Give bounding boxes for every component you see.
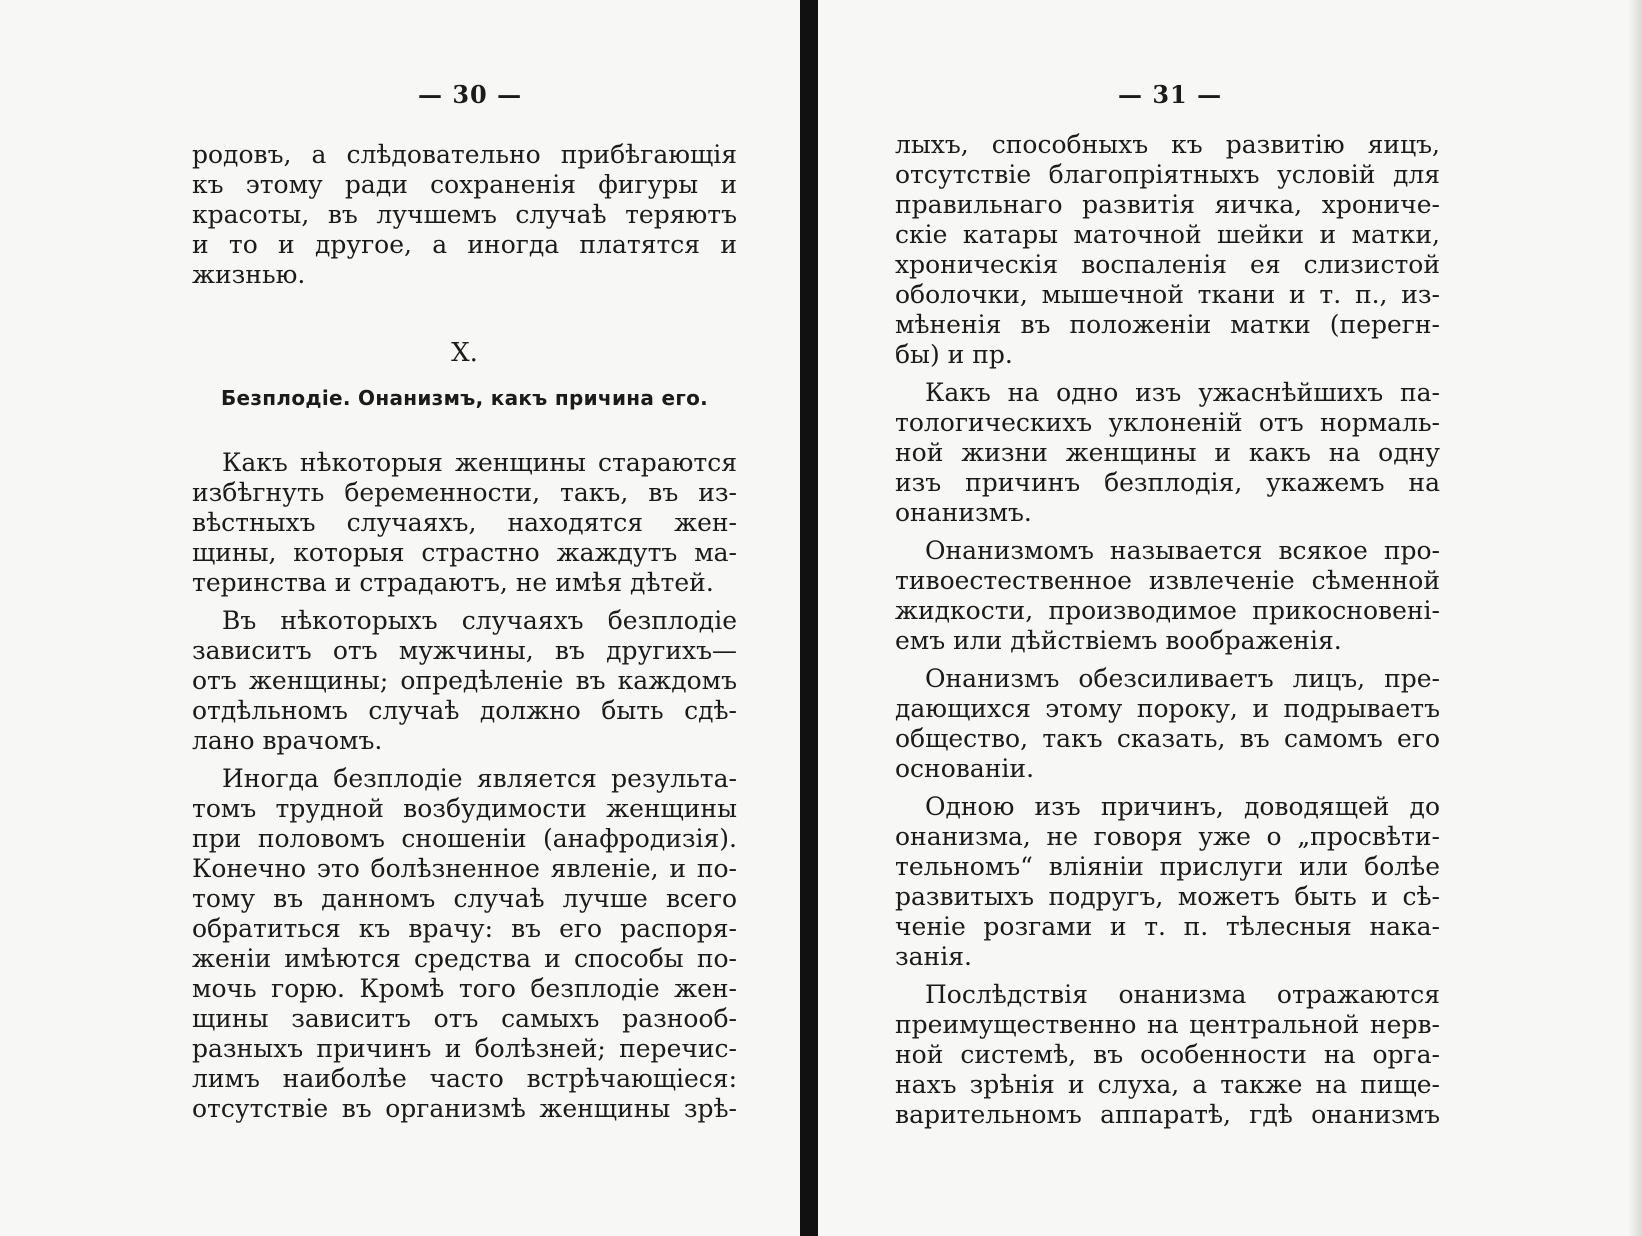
text-line: емъ или дѣйствіемъ воображенія. bbox=[895, 626, 1342, 655]
text-line: хроническія воспаленія ея слизистой bbox=[895, 250, 1440, 279]
paragraph bbox=[895, 792, 1440, 972]
text-line: вѣстныхъ случаяхъ, находятся жен- bbox=[192, 508, 737, 537]
text-line: и то и другое, а иногда платятся и bbox=[192, 230, 737, 259]
right-page-text bbox=[895, 130, 1440, 1138]
text-line: женіи имѣются средства и способы по- bbox=[192, 944, 737, 973]
text-line: основаніи. bbox=[895, 754, 1035, 783]
paragraph bbox=[895, 536, 1440, 656]
paragraph bbox=[192, 764, 737, 1124]
text-line: Какъ нѣкоторыя женщины стараются bbox=[222, 448, 737, 477]
section-number: X. bbox=[451, 338, 478, 368]
text-line: тологическихъ уклоненій отъ нормаль- bbox=[895, 408, 1440, 437]
page-number: — 31 — bbox=[1118, 80, 1223, 109]
text-line: общество, такъ сказать, въ самомъ его bbox=[895, 724, 1440, 753]
page-number: — 30 — bbox=[418, 80, 523, 109]
right-page bbox=[818, 0, 1642, 1236]
text-line: нахъ зрѣнія и слуха, а также на пище- bbox=[895, 1070, 1440, 1099]
text-line: избѣгнуть беременности, такъ, въ из- bbox=[192, 478, 737, 507]
paragraph bbox=[192, 448, 737, 598]
text-line: жизнью. bbox=[192, 260, 306, 289]
text-line: ченіе розгами и т. п. тѣлесныя нака- bbox=[895, 912, 1440, 941]
text-line: отсутствіе благопріятныхъ условій для bbox=[895, 160, 1440, 189]
text-line: ной системѣ, въ особенности на орга- bbox=[895, 1040, 1440, 1069]
text-line: зависитъ отъ мужчины, въ другихъ— bbox=[192, 636, 737, 665]
text-line: обратиться къ врачу: въ его распоря- bbox=[192, 914, 737, 943]
text-line: занія. bbox=[895, 942, 972, 971]
page-edge-shadow bbox=[1628, 0, 1642, 1236]
text-line: варительномъ аппаратѣ, гдѣ онанизмъ bbox=[895, 1100, 1440, 1129]
text-line: тельномъ“ вліяніи прислуги или болѣе bbox=[895, 852, 1440, 881]
text-line: лимъ наиболѣе часто встрѣчающіеся: bbox=[192, 1064, 737, 1093]
text-line: бы) и пр. bbox=[895, 340, 1013, 369]
text-line: онанизмъ. bbox=[895, 498, 1032, 527]
text-line: правильнаго развитія яичка, хрониче- bbox=[895, 190, 1440, 219]
book-gutter bbox=[800, 0, 818, 1236]
text-line: тивоестественное извлеченіе сѣменной bbox=[895, 566, 1440, 595]
text-line: щины, которыя страстно жаждутъ ма- bbox=[192, 538, 737, 567]
text-line: Онанизмомъ называется всякое про- bbox=[925, 536, 1440, 565]
text-line: отсутствіе въ организмѣ женщины зрѣ- bbox=[192, 1094, 737, 1123]
text-line: Иногда безплодіе является результа- bbox=[222, 764, 737, 793]
text-line: красоты, въ лучшемъ случаѣ теряютъ bbox=[192, 200, 737, 229]
text-line: при половомъ сношеніи (анафродизія). bbox=[192, 824, 737, 853]
paragraph bbox=[895, 130, 1440, 370]
text-line: лано врачомъ. bbox=[192, 726, 383, 755]
text-line: къ этому ради сохраненія фигуры и bbox=[192, 170, 737, 199]
text-line: дающихся этому пороку, и подрываетъ bbox=[895, 694, 1440, 723]
text-line: теринства и страдаютъ, не имѣя дѣтей. bbox=[192, 568, 714, 597]
paragraph bbox=[895, 980, 1440, 1130]
text-line: развитыхъ подругъ, можетъ быть и сѣ- bbox=[895, 882, 1440, 911]
left-page-text bbox=[192, 140, 737, 1132]
left-page bbox=[0, 0, 800, 1236]
text-line: отдѣльномъ случаѣ должно быть сдѣ- bbox=[192, 696, 737, 725]
text-line: тому въ данномъ случаѣ лучше всего bbox=[192, 884, 737, 913]
text-line: преимущественно на центральной нерв- bbox=[895, 1010, 1440, 1039]
text-line: Одною изъ причинъ, доводящей до bbox=[925, 792, 1440, 821]
text-line: лыхъ, способныхъ къ развитію яицъ, bbox=[895, 130, 1440, 159]
text-line: оболочки, мышечной ткани и т. п., из- bbox=[895, 280, 1440, 309]
text-line: ной жизни женщины и какъ на одну bbox=[895, 438, 1440, 467]
text-line: щины зависитъ отъ самыхъ разнооб- bbox=[192, 1004, 737, 1033]
section-title: Безплодіе. Онанизмъ, какъ причина его. bbox=[220, 386, 709, 410]
text-line: томъ трудной возбудимости женщины bbox=[192, 794, 737, 823]
text-line: отъ женщины; опредѣленіе въ каждомъ bbox=[192, 666, 737, 695]
paragraph bbox=[895, 378, 1440, 528]
text-line: Въ нѣкоторыхъ случаяхъ безплодіе bbox=[222, 606, 737, 635]
text-line: онанизма, не говоря уже о „просвѣти- bbox=[895, 822, 1440, 851]
paragraph bbox=[192, 606, 737, 756]
text-line: мѣненія въ положеніи матки (перегн- bbox=[895, 310, 1440, 339]
text-line: изъ причинъ безплодія, укажемъ на bbox=[895, 468, 1440, 497]
text-line: разныхъ причинъ и болѣзней; перечис- bbox=[192, 1034, 737, 1063]
text-line: родовъ, а слѣдовательно прибѣгающія bbox=[192, 140, 737, 169]
text-line: мочь горю. Кромѣ того безплодіе жен- bbox=[192, 974, 737, 1003]
text-line: Конечно это болѣзненное явленіе, и по- bbox=[192, 854, 737, 883]
paragraph bbox=[895, 664, 1440, 784]
text-line: Какъ на одно изъ ужаснѣйшихъ па- bbox=[925, 378, 1440, 407]
text-line: Онанизмъ обезсиливаетъ лицъ, пре- bbox=[925, 664, 1440, 693]
text-line: жидкости, производимое прикосновені- bbox=[895, 596, 1440, 625]
text-line: Послѣдствія онанизма отражаются bbox=[925, 980, 1440, 1009]
text-line: скіе катары маточной шейки и матки, bbox=[895, 220, 1440, 249]
